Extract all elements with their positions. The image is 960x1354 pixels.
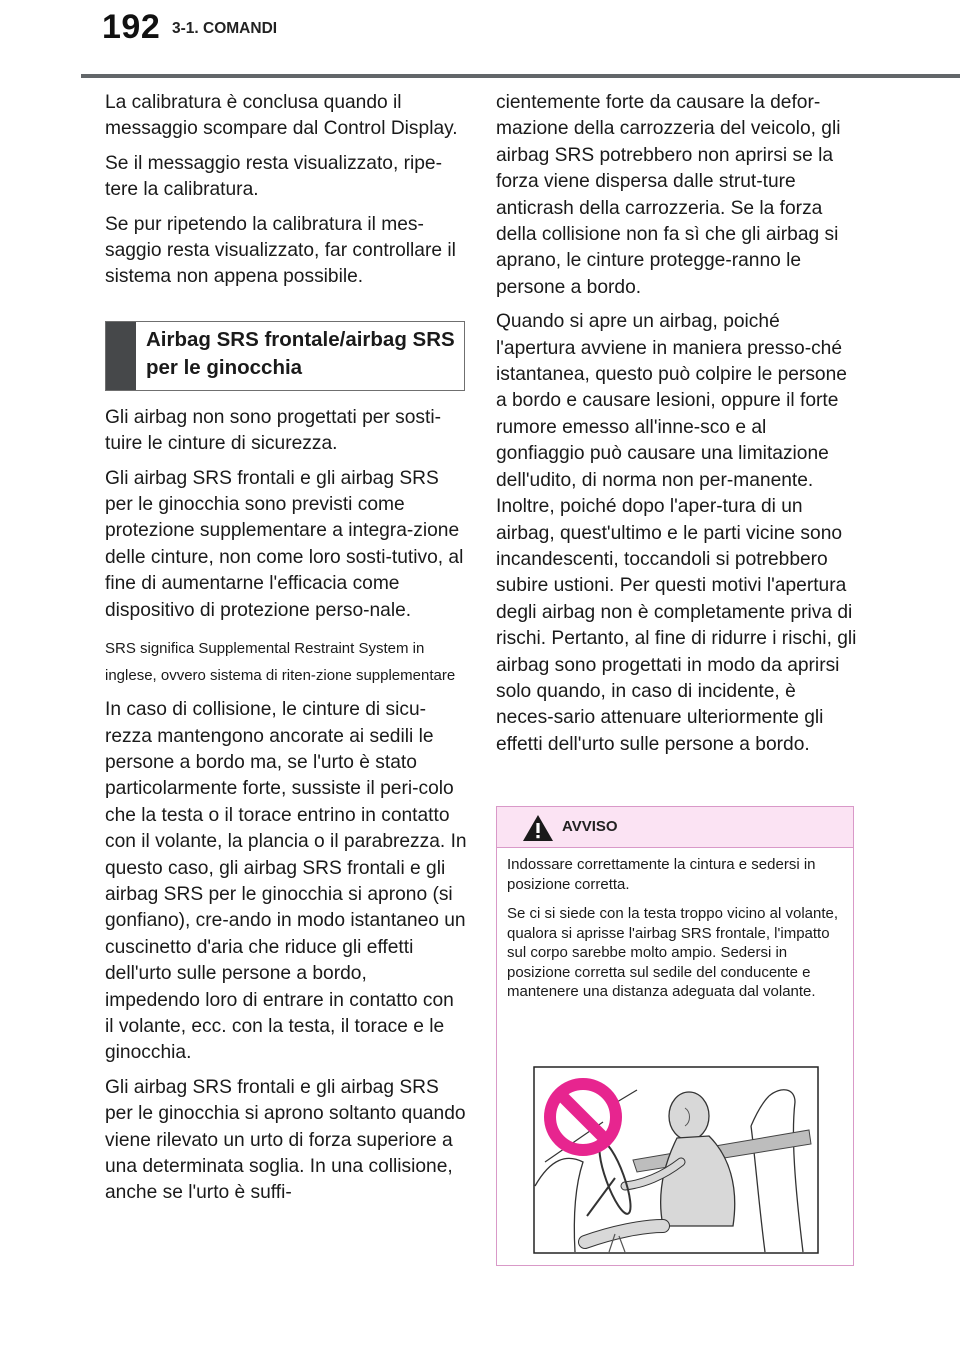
- body-paragraph-6: Quando si apre un airbag, poiché l'apertura avviene in maniera presso-ché istantanea, questo può colpire le persone a bordo e causare lesioni, oppure il forte rumore emesso all'inne-sco e al gonfiaggio può causare una limitazione dell'udito, di norma non per-manente. Inoltre, poiché dopo l'aper-tura di un airbag, quest'ultimo e le parti vicine sono incandescenti, toccandoli si potrebbero subire ustioni. Per questi motivi l'apertura degli airbag non è completamente priva di rischi. Pertanto, al fine di ridurre i rischi, gli airbag sono progettati in modo da aprirsi solo quando, in caso di incidente, è neces-sario attenuare ulteriormente gli effetti dell'urto sulle persone a bordo.: [496, 311, 857, 755]
- page-number: 192: [102, 8, 161, 46]
- warning-triangle-icon: [522, 813, 554, 843]
- warning-body: [497, 848, 853, 1002]
- section-heading: Airbag SRS frontale/airbag SRS per le ginocchia: [146, 327, 455, 379]
- intro-paragraph-2: Se il messaggio resta visualizzato, ripe-tere la calibratura.: [105, 152, 442, 201]
- intro-paragraph-3: Se pur ripetendo la calibratura il mes-saggio resta visualizzato, far controllare il sistema non appena possibile.: [105, 213, 456, 288]
- body-paragraph-5: cientemente forte da causare la defor-mazione della carrozzeria del veicolo, gli airbag SRS potrebbero non aprirsi se la forza viene dispersa dalle strut-ture anticrash della carrozzeria. Se la forza della collisione non fa sì che gli airbag si aprano, le cinture protegge-ranno le persone a bordo.: [496, 92, 841, 298]
- body-paragraph-3: In caso di collisione, le cinture di sicu-rezza mantengono ancorate ai sedili le persone a bordo ma, se l'urto è stato particolarmente forte, sussiste il peri-colo che la testa o il torace entrino in contatto con il volante, la plancia o il parabrezza. In questo caso, gli airbag SRS frontali e gli airbag SRS per le ginocchia si aprono (si gonfiano), cre-ando in modo istantaneo un cuscinetto d'aria che riduce gli effetti dell'urto sulle persone a bordo, impedendo loro di entrare in contatto con il volante, ecc. con la testa, il torace e le ginocchia.: [105, 699, 467, 1064]
- warning-box: [496, 806, 854, 1266]
- section-heading-bar: [106, 322, 136, 390]
- header-rule: [81, 74, 960, 78]
- section-heading-box: [105, 321, 465, 391]
- body-paragraph-4: Gli airbag SRS frontali e gli airbag SRS per le ginocchia si aprono soltanto quando viene rilevato un urto di forza superiore a una determinata soglia. In una collisione, anche se l'urto è suffi-: [105, 1076, 466, 1204]
- warning-label: AVVISO: [562, 818, 618, 835]
- warning-paragraph-1: Indossare correttamente la cintura e sedersi in posizione corretta.: [507, 856, 816, 893]
- warning-paragraph-2: Se ci si siede con la testa troppo vicino al volante, qualora si aprisse l'airbag SRS frontale, l'impatto sul corpo sarebbe molto ampio. Sedersi in posizione corretta sul sedile del conducente e mantenere una distanza adeguata dal volante.: [507, 905, 839, 1000]
- right-column: [496, 90, 858, 766]
- prohibited-icon: [543, 1077, 623, 1157]
- warning-header: [497, 807, 853, 848]
- intro-paragraph-1: La calibratura è conclusa quando il messaggio scompare dal Control Display.: [105, 92, 458, 140]
- body-paragraph-1: Gli airbag non sono progettati per sosti-tuire le cinture di sicurezza.: [105, 406, 441, 455]
- body-paragraph-2: Gli airbag SRS frontali e gli airbag SRS per le ginocchia sono previsti come protezione supplementare a integra-zione delle cinture, non come loro sosti-tutivo, al fine di aumentarne l'efficacia come dispositivo di protezione perso-nale.: [105, 467, 464, 621]
- section-title: 3-1. COMANDI: [172, 20, 278, 37]
- srs-note: SRS significa Supplemental Restraint System in inglese, ovvero sistema di riten-zione supplementare: [105, 640, 456, 684]
- left-column: [105, 90, 467, 1215]
